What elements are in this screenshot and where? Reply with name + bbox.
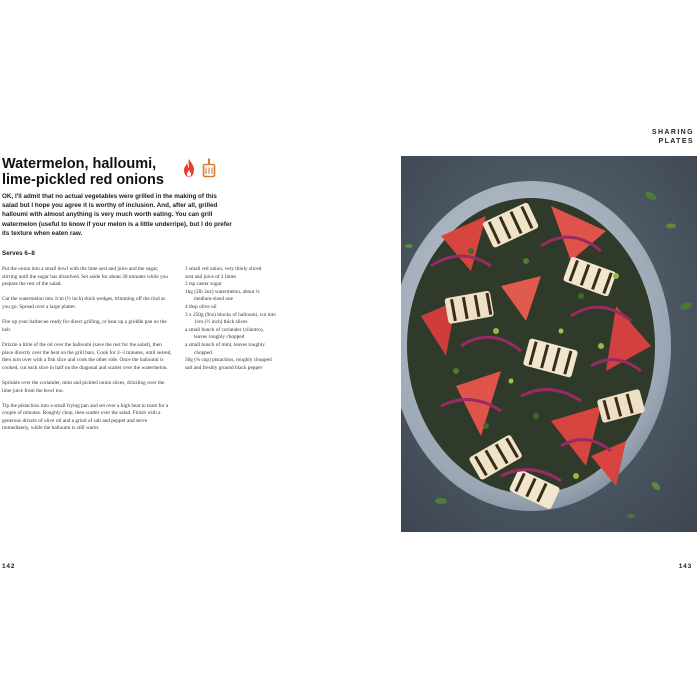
ingredient-item: a small bunch of coriander (cilantro), leaves roughly chopped — [185, 326, 264, 341]
ingredient-item: 1kg (2lb 3oz) watermelon, about ¼ medium-sized one — [185, 288, 260, 303]
page-number-right: 143 — [678, 563, 692, 570]
method-step: Sprinkle over the coriander, mint and pickled onion slices, drizzling over the lime juice from the bowl too. — [2, 379, 165, 394]
method-column — [2, 266, 174, 441]
ingredient-item: 50g (¾ cup) pistachios, roughly chopped — [185, 357, 272, 364]
section-label — [652, 129, 694, 146]
recipe-intro: OK, I'll admit that no actual vegetables were grilled in the making of this salad but I hope you agree it is worthy of inclusion. And, after all, grilled halloumi with almost anything is very much worth eating. You can grill watermelon (useful to know if your melon is a little underripe), but I do prefer its texture when eaten raw. — [2, 193, 232, 237]
ingredient-item: a small bunch of mint, leaves roughly chopped — [185, 341, 265, 356]
ingredient-item: 4 tbsp olive oil — [185, 303, 217, 310]
ingredient-item: salt and freshly ground black pepper — [185, 364, 263, 371]
flame-icon — [182, 158, 196, 178]
ingredient-item: 2 tsp caster sugar — [185, 281, 222, 288]
section-label-line-2: PLATES — [658, 137, 694, 145]
ingredient-item: 1 small red onion, very thinly sliced — [185, 266, 262, 272]
cooking-method-icons — [182, 158, 222, 178]
serves-label: Serves 6–8 — [2, 250, 35, 257]
recipe-title-line-2: lime-pickled red onions — [2, 172, 164, 188]
page-number-left: 142 — [2, 563, 16, 570]
method-step: Cut the watermelon into 1cm (½ inch) thick wedges, trimming off the rind as you go. Spread over a large platter. — [2, 296, 166, 310]
method-step: Tip the pistachios into a small frying pan and set over a high heat to toast for a couple of minutes. Roughly chop, then scatter over the salad. Finish with a generous drizzle of olive oil and a grind of salt and pepper and serve immediately, while the halloumi is still warm. — [2, 402, 169, 432]
salad-photo — [401, 156, 697, 532]
ingredient-item: 3 x 250g (9oz) blocks of halloumi, cut into 1cm (½ inch) thick slices — [185, 311, 276, 326]
method-step: Put the onion into a small bowl with the lime zest and juice and the sugar, stirring until the sugar has dissolved. Set aside for about 30 minutes while you prepare the rest of the salad. — [2, 266, 168, 288]
salad-platter-illustration — [401, 156, 697, 532]
ingredient-item: zest and juice of 2 limes — [185, 273, 237, 280]
recipe-title-line-1: Watermelon, halloumi, — [2, 156, 157, 172]
ingredients-list — [185, 266, 277, 372]
grill-pan-icon — [202, 158, 216, 178]
section-label-line-1: SHARING — [651, 129, 694, 136]
method-step: Drizzle a little of the oil over the halloumi (save the rest for the salad), then place directly over the heat on the grill bars. Cook for 2–3 minutes, until seared, then turn over with a fish slice and cook the other side. Once the halloumi is cooked, cut each slice in half on the diagonal and scatter over the watermelon. — [2, 341, 172, 371]
method-step: Fire up your barbecue ready for direct grilling, or heat up a griddle pan on the hob. — [2, 319, 167, 333]
recipe-title — [2, 156, 182, 188]
